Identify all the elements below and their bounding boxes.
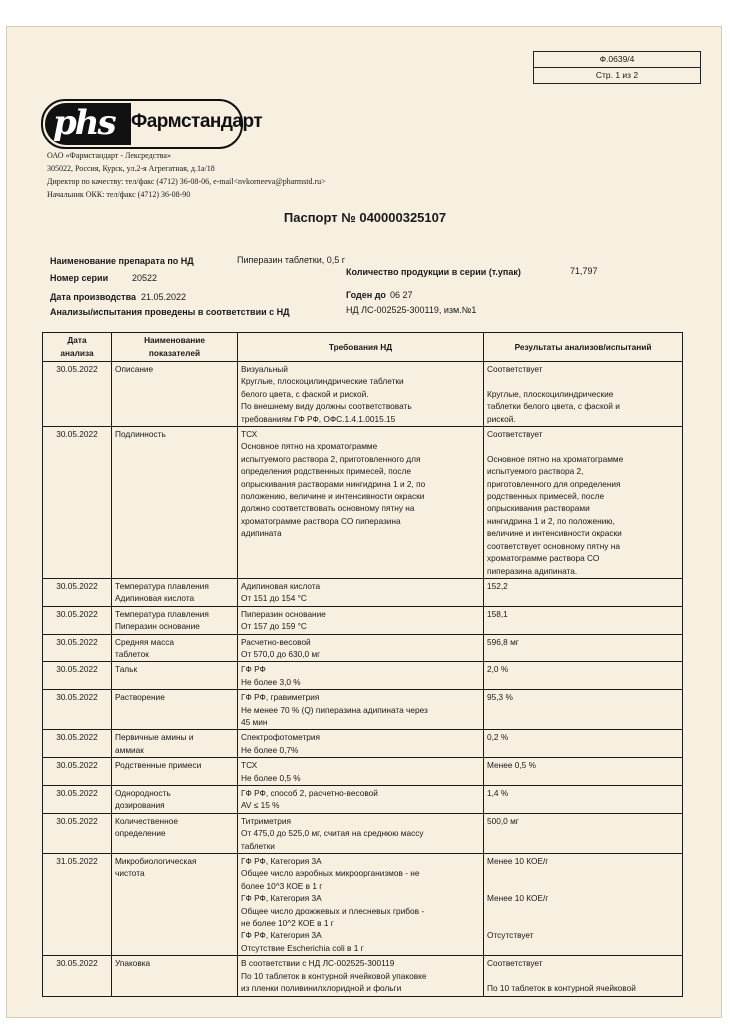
cell-requirement: Адипиновая кислота От 151 до 154 °С	[238, 578, 484, 606]
table-row	[43, 606, 683, 634]
cell-result: 596,8 мг	[484, 634, 683, 662]
header-indicator: Наименование показателей	[112, 333, 238, 362]
cell-result: 95,3 %	[484, 690, 683, 730]
cell-date: 30.05.2022	[43, 662, 112, 690]
document-page	[6, 26, 722, 1018]
cell-date: 30.05.2022	[43, 813, 112, 853]
cell-date: 30.05.2022	[43, 690, 112, 730]
cell-indicator: Первичные амины и аммиак	[112, 730, 238, 758]
cell-requirement: ТСХ Основное пятно на хроматограмме испытуемого раствора 2, приготовленного для определения родственных примесей, после опрыскивания растворами нингидрина 1 и 2, по положению, величине и интенсивности окраски должно соответствовать основному пятну на хроматограмме раствора СО пиперазина адипината	[238, 427, 484, 579]
table-row	[43, 690, 683, 730]
logo-mark: phs	[53, 103, 115, 143]
cell-result: 158,1	[484, 606, 683, 634]
cell-indicator: Средняя масса таблеток	[112, 634, 238, 662]
cell-requirement: В соответствии с НД ЛС-002525-300119 По 10 таблеток в контурной ячейковой упаковке из пленки поливинилхлоридной и фольги	[238, 956, 484, 996]
drug-label: Наименование препарата по НД	[50, 256, 194, 266]
cell-result: Соответствует По 10 таблеток в контурной ячейковой	[484, 956, 683, 996]
cell-date: 30.05.2022	[43, 606, 112, 634]
cell-date: 30.05.2022	[43, 730, 112, 758]
cell-result: 2,0 %	[484, 662, 683, 690]
header-date: Дата анализа	[43, 333, 112, 362]
org-okk-contact: Начальник ОКК: тел/факс (4712) 36-08-90	[47, 190, 191, 199]
cell-date: 30.05.2022	[43, 578, 112, 606]
cell-result: Менее 0,5 %	[484, 758, 683, 786]
form-code-box	[533, 51, 701, 84]
table-row	[43, 634, 683, 662]
org-address: 305022, Россия, Курск, ул.2-я Агрегатная, д.1а/18	[47, 164, 215, 173]
cell-result: 0,2 %	[484, 730, 683, 758]
table-row	[43, 786, 683, 814]
analysis-basis-label: Анализы/испытания проведены в соответствии с НД	[50, 307, 290, 317]
production-date-label: Дата производства	[50, 292, 136, 302]
quantity-value: 71,797	[570, 266, 598, 276]
cell-result: Менее 10 КОЕ/г Менее 10 КОЕ/г Отсутствует	[484, 854, 683, 956]
header-requirements: Требования НД	[238, 333, 484, 362]
expiry-value: 06 27	[390, 290, 413, 300]
cell-date: 30.05.2022	[43, 362, 112, 427]
table-row	[43, 427, 683, 579]
cell-result: Соответствует Основное пятно на хроматограмме испытуемого раствора 2, приготовленного для определения родственных примесей, после опрыскивания растворами нингидрина 1 и 2, по положению, величине и интенсивности окраски соответствует основному пятну на хроматограмме раствора СО пиперазина адипината.	[484, 427, 683, 579]
cell-indicator: Микробиологическая чистота	[112, 854, 238, 956]
logo-frame	[41, 99, 263, 149]
cell-indicator: Количественное определение	[112, 813, 238, 853]
table-row	[43, 578, 683, 606]
nd-reference: НД ЛС-002525-300119, изм.№1	[346, 305, 477, 315]
page-number: Стр. 1 из 2	[534, 67, 700, 83]
series-value: 20522	[132, 273, 158, 283]
cell-result: Соответствует Круглые, плоскоцилиндрические таблетки белого цвета, с фаской и риской.	[484, 362, 683, 427]
cell-indicator: Упаковка	[112, 956, 238, 996]
cell-requirement: ТСХ Не более 0,5 %	[238, 758, 484, 786]
table-row	[43, 854, 683, 956]
cell-requirement: ГФ РФ, Категория 3А Общее число аэробных микроорганизмов - не более 10^3 КОЕ в 1 г ГФ РФ, Категория 3А Общее число дрожжевых и плесневых грибов - не более 10^2 КОЕ в 1 г ГФ РФ, Категория 3А Отсутствие Escherichia coli в 1 г	[238, 854, 484, 956]
cell-indicator: Растворение	[112, 690, 238, 730]
cell-indicator: Температура плавления Пиперазин основание	[112, 606, 238, 634]
cell-date: 30.05.2022	[43, 634, 112, 662]
table-header-row	[43, 333, 683, 362]
drug-value: Пиперазин таблетки, 0,5 г	[237, 255, 346, 265]
header-results: Результаты анализов/испытаний	[484, 333, 683, 362]
org-name: ОАО «Фармстандарт - Лексредства»	[47, 151, 171, 160]
cell-requirement: ГФ РФ Не более 3,0 %	[238, 662, 484, 690]
table-row	[43, 956, 683, 996]
form-code: Ф.0639/4	[599, 54, 635, 64]
table-row	[43, 730, 683, 758]
cell-result: 500,0 мг	[484, 813, 683, 853]
analysis-table	[42, 332, 683, 997]
table-row	[43, 662, 683, 690]
quantity-label: Количество продукции в серии (т.упак)	[346, 267, 521, 277]
cell-requirement: Титриметрия От 475,0 до 525,0 мг, считая на среднюю массу таблетки	[238, 813, 484, 853]
production-date-value: 21.05.2022	[141, 292, 187, 302]
cell-date: 30.05.2022	[43, 956, 112, 996]
cell-requirement: Визуальный Круглые, плоскоцилиндрические таблетки белого цвета, с фаской и риской. По внешнему виду должны соответствовать требованиям ГФ РФ, ОФС.1.4.1.0015.15	[238, 362, 484, 427]
cell-indicator: Температура плавления Адипиновая кислота	[112, 578, 238, 606]
cell-requirement: ГФ РФ, гравиметрия Не менее 70 % (Q) пиперазина адипината через 45 мин	[238, 690, 484, 730]
cell-result: 152,2	[484, 578, 683, 606]
cell-requirement: Расчетно-весовой От 570,0 до 630,0 мг	[238, 634, 484, 662]
cell-date: 30.05.2022	[43, 786, 112, 814]
table-row	[43, 362, 683, 427]
cell-indicator: Родственные примеси	[112, 758, 238, 786]
cell-date: 31.05.2022	[43, 854, 112, 956]
cell-indicator: Описание	[112, 362, 238, 427]
cell-date: 30.05.2022	[43, 427, 112, 579]
logo-name: Фармстандарт	[131, 111, 263, 132]
series-label: Номер серии	[50, 273, 109, 283]
company-logo	[41, 99, 263, 149]
cell-requirement: ГФ РФ, способ 2, расчетно-весовой AV ≤ 15 %	[238, 786, 484, 814]
cell-indicator: Однородность дозирования	[112, 786, 238, 814]
passport-title: Паспорт № 040000325107	[283, 210, 447, 225]
expiry-label: Годен до	[346, 290, 386, 300]
cell-indicator: Тальк	[112, 662, 238, 690]
cell-date: 30.05.2022	[43, 758, 112, 786]
table-row	[43, 813, 683, 853]
cell-result: 1,4 %	[484, 786, 683, 814]
org-director-contact: Директор по качеству: тел/факс (4712) 36-08-06, e-mail<nvkorneeva@pharmstd.ru>	[47, 177, 326, 186]
organization-info	[47, 149, 326, 201]
table-row	[43, 758, 683, 786]
cell-requirement: Пиперазин основание От 157 до 159 °С	[238, 606, 484, 634]
cell-requirement: Спектрофотометрия Не более 0,7%	[238, 730, 484, 758]
cell-indicator: Подлинность	[112, 427, 238, 579]
